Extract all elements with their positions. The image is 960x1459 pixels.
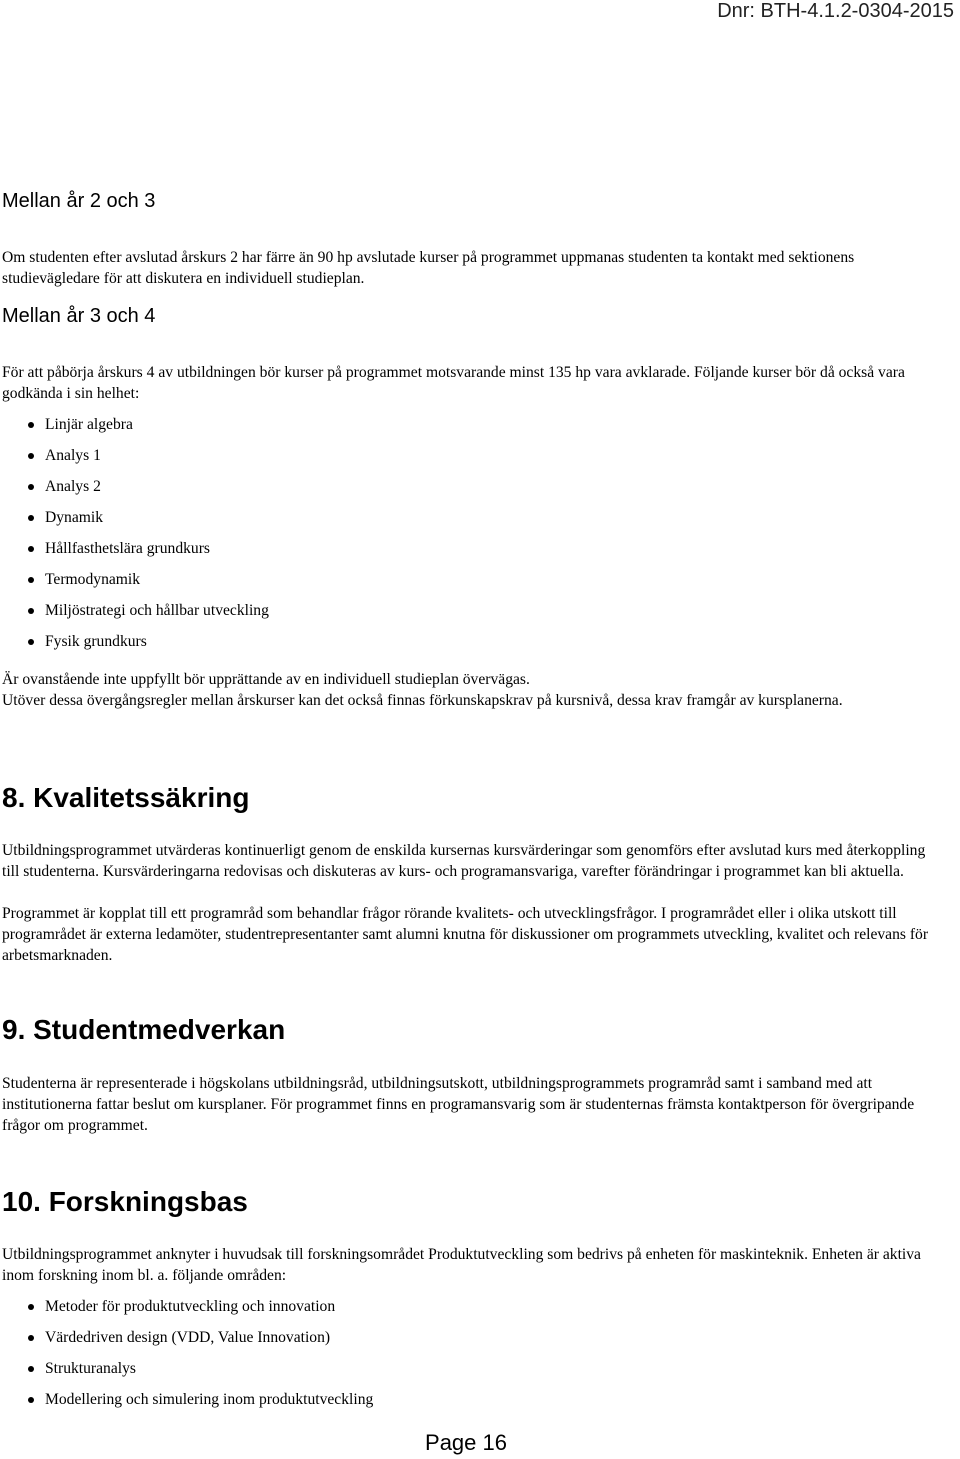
paragraph-ar2-3: Om studenten efter avslutad årskurs 2 har färre än 90 hp avslutade kurser på programmet uppmanas studenten ta kontakt med sektionens studievägledare för att diskutera en individuell studieplan. bbox=[2, 249, 855, 287]
heading-ar2-3: Mellan år 2 och 3 bbox=[2, 190, 156, 212]
required-courses-list bbox=[28, 414, 269, 662]
heading-section-9: 9. Studentmedverkan bbox=[2, 1014, 286, 1045]
paragraph-research: Utbildningsprogrammet anknyter i huvudsak till forskningsområdet Produktutveckling som bedrivs på enheten för maskinteknik. Enheten är aktiva inom forskning inom bl. a. följande områden: bbox=[2, 1246, 921, 1284]
paragraph-quality-1: Utbildningsprogrammet utvärderas kontinuerligt genom de enskilda kursernas kursvärderingar som genomförs efter avslutad kurs med återkoppling till studenterna. Kursvärderingarna redovisas och diskuteras av kurs- och programansvariga, varefter förändringar i programmet kan bli aktuella. bbox=[2, 842, 926, 880]
list-item: Hållfasthetslära grundkurs bbox=[28, 538, 269, 569]
list-item: Metoder för produktutveckling och innovation bbox=[28, 1296, 373, 1327]
paragraph-quality-2: Programmet är kopplat till ett programråd som behandlar frågor rörande kvalitets- och utvecklingsfrågor. I programrådet eller i olika utskott till programrådet är externa ledamöter, studentrepresentanter samt alumni knutna för diskussioner om programmets utveckling, kvalitet och relevans för arbetsmarknaden. bbox=[2, 905, 929, 964]
list-item: Modellering och simulering inom produktutveckling bbox=[28, 1389, 373, 1420]
list-item: Analys 2 bbox=[28, 476, 269, 507]
list-item: Dynamik bbox=[28, 507, 269, 538]
list-item: Termodynamik bbox=[28, 569, 269, 600]
list-item: Linjär algebra bbox=[28, 414, 269, 445]
heading-ar3-4: Mellan år 3 och 4 bbox=[2, 305, 156, 327]
paragraph-ar3-4: För att påbörja årskurs 4 av utbildningen bör kurser på programmet motsvarande minst 135 hp vara avklarade. Följande kurser bör då också vara godkända i sin helhet: bbox=[2, 364, 905, 402]
document-number: Dnr: BTH-4.1.2-0304-2015 bbox=[717, 0, 954, 22]
research-areas-list bbox=[28, 1296, 373, 1420]
heading-section-8: 8. Kvalitetssäkring bbox=[2, 782, 250, 813]
paragraph-study-plan: Är ovanstående inte uppfyllt bör upprättande av en individuell studieplan övervägas. bbox=[2, 671, 530, 688]
list-item: Miljöstrategi och hållbar utveckling bbox=[28, 600, 269, 631]
page-number: Page 16 bbox=[425, 1430, 507, 1455]
paragraph-student-participation: Studenterna är representerade i högskolans utbildningsråd, utbildningsutskott, utbildningsprogrammets programråd samt i samband med att institutionerna fattar beslut om kursplaner. För programmet finns en programansvarig som är studenternas främsta kontaktperson för övergripande frågor om programmet. bbox=[2, 1075, 915, 1134]
paragraph-prerequisites: Utöver dessa övergångsregler mellan årskurser kan det också finnas förkunskapskrav på kursnivå, dessa krav framgår av kursplanerna. bbox=[2, 692, 843, 709]
list-item: Strukturanalys bbox=[28, 1358, 373, 1389]
list-item: Värdedriven design (VDD, Value Innovation) bbox=[28, 1327, 373, 1358]
list-item: Analys 1 bbox=[28, 445, 269, 476]
heading-section-10: 10. Forskningsbas bbox=[2, 1186, 248, 1217]
list-item: Fysik grundkurs bbox=[28, 631, 269, 662]
